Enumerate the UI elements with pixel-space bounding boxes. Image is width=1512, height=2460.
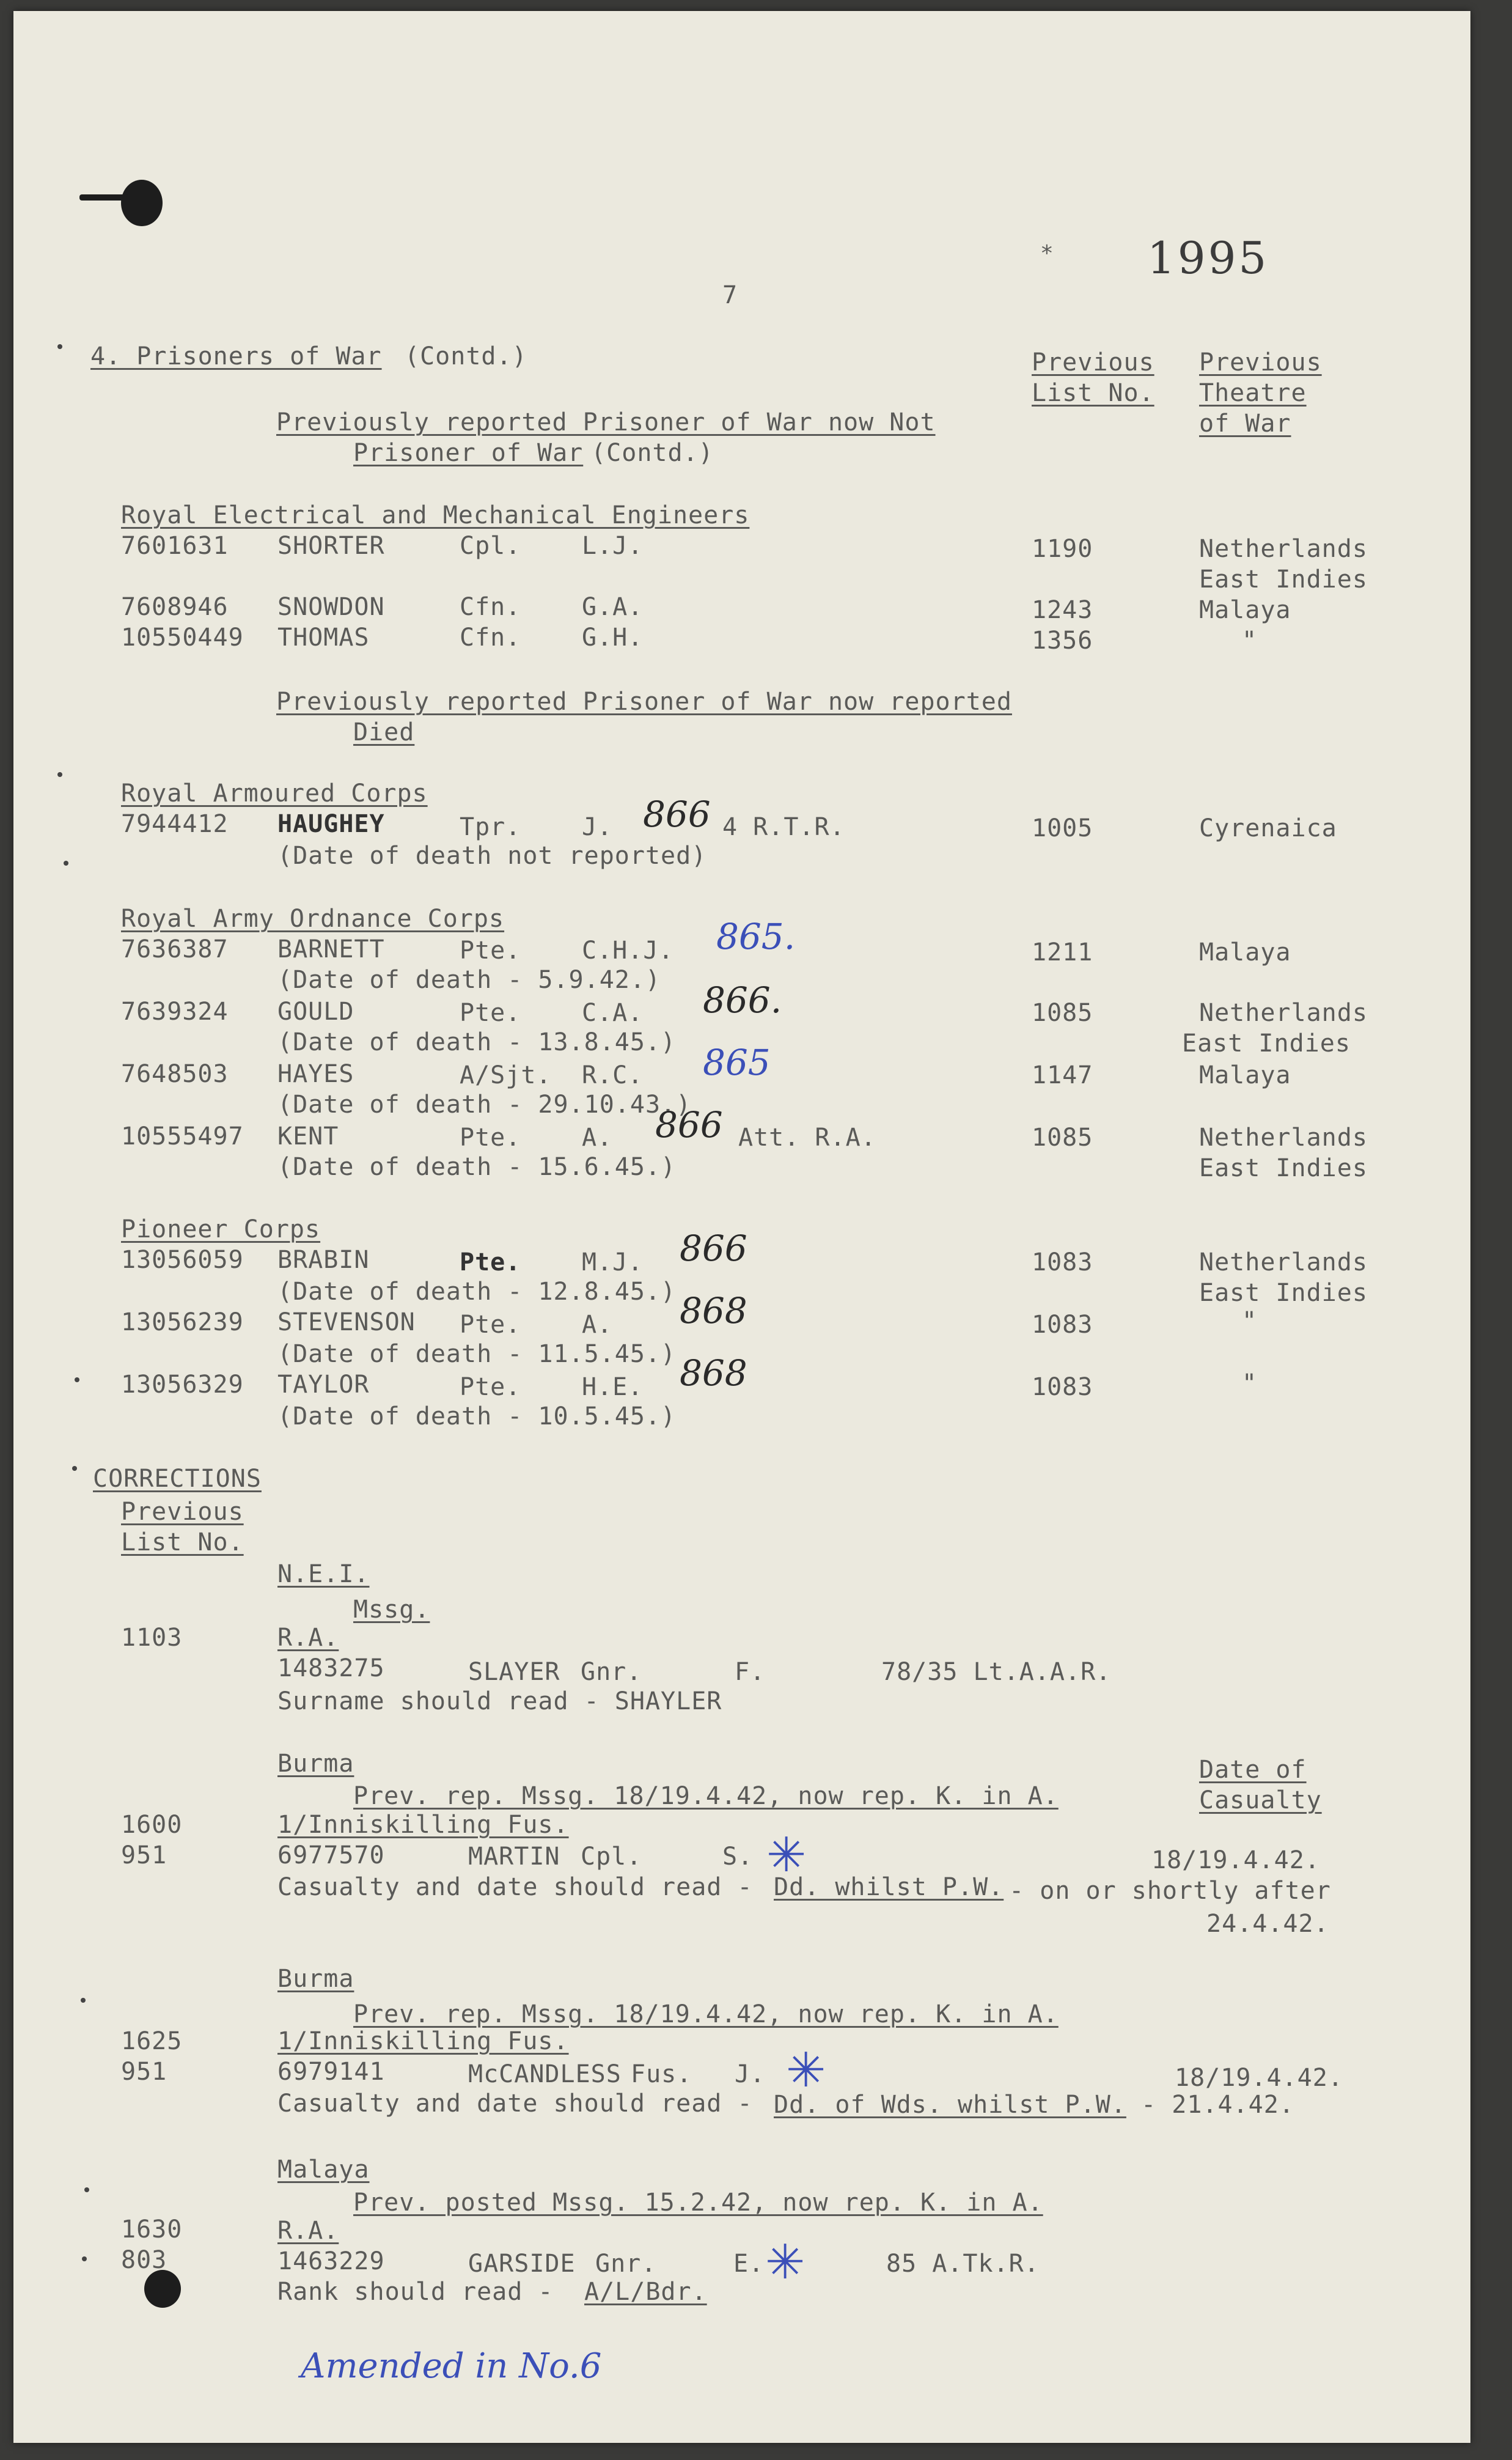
unit-heading: 1/Inniskilling Fus. [277,1811,569,1839]
surname: GOULD [277,998,354,1026]
page-number: 7 [722,281,738,309]
service-number: 1463229 [277,2247,385,2275]
service-number: 10555497 [121,1122,244,1151]
correction-note: - 21.4.42. [1126,2091,1294,2119]
prev-report-line: Prev. rep. Mssg. 18/19.4.42, now rep. K. in A. [353,2000,1059,2028]
theatre: East Indies [1199,1279,1368,1307]
death-note: (Date of death - 13.8.45.) [277,1028,677,1056]
asterisk-icon: ✳ [765,2235,806,2290]
handwritten-code: 866 [643,794,711,835]
service-number: 7608946 [121,593,229,621]
previous-list-no: 1630 [121,2215,183,2244]
service-number: 7636387 [121,935,229,963]
date-of-casualty-head-2: Casualty [1199,1786,1322,1814]
unit-detail: 85 A.Tk.R. [886,2250,1040,2278]
previous-list-no: 1190 [1032,535,1093,563]
correction-note-underlined: Dd. whilst P.W. [774,1873,1004,1901]
previous-list-no: 1085 [1032,1124,1093,1152]
margin-dot [57,772,62,777]
death-note: (Date of death - 15.6.45.) [277,1153,677,1181]
theatre: Netherlands [1199,1124,1368,1152]
initials: C.H.J. [582,937,674,965]
initials: R.C. [582,1061,644,1089]
unit-detail: 78/35 Lt.A.A.R. [881,1658,1112,1686]
rank: Tpr. [460,813,521,841]
initials: G.A. [582,593,644,621]
surname: HAYES [277,1060,354,1088]
col-head-theatre-1: Previous [1199,348,1322,377]
surname: BRABIN [277,1246,370,1274]
handwritten-code: 868 [680,1352,747,1394]
date-of-casualty-head-1: Date of [1199,1756,1307,1784]
theatre: " [1242,1307,1258,1335]
initials: C.A. [582,999,644,1027]
service-number: 7648503 [121,1060,229,1088]
theatre: Netherlands [1199,999,1368,1027]
surname: HAUGHEY [277,810,385,838]
handwritten-footer-note: Amended in No.6 [301,2346,602,2386]
margin-dot [82,2256,87,2261]
corrections-heading: CORRECTIONS [93,1465,262,1493]
col-head-theatre-3: of War [1199,410,1291,438]
rank: Cpl. [581,1843,642,1871]
theatre: Netherlands [1199,1248,1368,1276]
rank: A/Sjt. [460,1061,552,1089]
subheading: Prisoner of War [353,439,584,467]
previous-list-no: 951 [121,1841,167,1869]
region-heading: Malaya [277,2156,370,2184]
previous-list-no: 1083 [1032,1311,1093,1339]
section-title-suffix: (Contd.) [405,342,527,370]
margin-dot [57,344,62,349]
previous-list-no: 1600 [121,1811,183,1839]
margin-dot [72,1466,77,1471]
rank: Cfn. [460,593,521,621]
previous-list-no: 803 [121,2246,167,2274]
margin-dot [81,1998,86,2003]
corrections-prev-list-1: Previous [121,1498,244,1526]
rank: Pte. [460,1373,521,1401]
surname: MARTIN [468,1843,560,1871]
theatre: " [1242,1369,1258,1398]
initials: A. [582,1311,613,1339]
surname: GARSIDE [468,2250,576,2278]
casualty-date: 18/19.4.42. [1151,1846,1320,1874]
previous-list-no: 1625 [121,2027,183,2055]
handwritten-code: 865 [703,1042,771,1083]
service-number: 13056329 [121,1371,244,1399]
initials: F. [735,1658,766,1686]
rank: Cpl. [460,532,521,560]
surname: SLAYER [468,1658,560,1686]
previous-list-no: 1083 [1032,1248,1093,1276]
theatre: Malaya [1199,938,1291,967]
initials: J. [582,813,613,841]
col-head-prev-list-2: List No. [1032,379,1154,407]
death-note: (Date of death - 5.9.42.) [277,966,661,994]
unit-heading: Royal Army Ordnance Corps [121,905,505,933]
theatre: East Indies [1199,565,1368,594]
region-heading: N.E.I. [277,1560,370,1588]
death-note: (Date of death not reported) [277,842,707,870]
prev-report-line: Prev. posted Mssg. 15.2.42, now rep. K. in A. [353,2189,1043,2217]
unit-heading: Pioneer Corps [121,1215,321,1243]
initials: J. [735,2060,766,2088]
stamp-number: 1995 [1147,232,1269,284]
previous-list-no: 1243 [1032,596,1093,624]
subheading-suffix: (Contd.) [576,439,714,467]
surname: SHORTER [277,532,385,560]
ink-blot-icon [121,180,163,226]
previous-list-no: 1103 [121,1624,183,1652]
handwritten-code: 866. [703,979,782,1021]
service-number: 10550449 [121,624,244,652]
death-note: (Date of death - 12.8.45.) [277,1278,677,1306]
ink-blot-icon [144,2270,181,2308]
col-head-theatre-2: Theatre [1199,379,1307,407]
initials: A. [582,1124,613,1152]
death-note: (Date of death - 10.5.45.) [277,1402,677,1431]
theatre: Cyrenaica [1199,814,1337,842]
asterisk-icon: ✳ [766,1828,807,1883]
correction-note: Rank should read - [277,2278,569,2306]
initials: G.H. [582,624,644,652]
asterisk-icon: ✳ [786,2043,826,2098]
ink-blot-icon [79,194,128,201]
prev-report-line: Prev. rep. Mssg. 18/19.4.42, now rep. K. in A. [353,1782,1059,1810]
margin-dot [75,1377,79,1382]
previous-list-no: 1085 [1032,999,1093,1027]
initials: L.J. [582,532,644,560]
unit-heading: R.A. [277,1624,339,1652]
region-heading: Burma [277,1965,354,1993]
surname: TAYLOR [277,1371,370,1399]
surname: KENT [277,1122,339,1151]
handwritten-code: 865. [716,916,796,957]
surname: THOMAS [277,624,370,652]
theatre: Malaya [1199,1061,1291,1089]
margin-dot [64,861,68,866]
theatre: Malaya [1199,596,1291,624]
surname: SNOWDON [277,593,385,621]
service-number: 13056239 [121,1308,244,1336]
service-number: 13056059 [121,1246,244,1274]
rank: Cfn. [460,624,521,652]
service-number: 7944412 [121,810,229,838]
unit-detail: 4 R.T.R. [722,813,845,841]
death-note: (Date of death - 29.10.43.) [277,1091,692,1119]
correction-note-underlined: A/L/Bdr. [584,2278,707,2306]
initials: M.J. [582,1248,644,1276]
document-page [13,11,1470,2443]
initials: E. [733,2250,765,2278]
handwritten-code: 868 [680,1290,747,1331]
service-number: 6979141 [277,2058,385,2086]
rank: Gnr. [595,2250,657,2278]
correction-note: 24.4.42. [1206,1910,1329,1938]
rank: Pte. [460,999,521,1027]
initials: H.E. [582,1373,644,1401]
previous-list-no: 1356 [1032,627,1093,655]
correction-note: Casualty and date should read - [277,1873,768,1901]
rank: Gnr. [581,1658,642,1686]
correction-note-underlined: Dd. of Wds. whilst P.W. [774,2091,1126,2119]
previous-list-no: 1211 [1032,938,1093,967]
surname: STEVENSON [277,1308,416,1336]
casualty-date: 18/19.4.42. [1175,2064,1343,2092]
unit-heading: Royal Armoured Corps [121,779,428,808]
theatre: East Indies [1199,1154,1368,1182]
stamp-mark: * [1040,241,1054,266]
rank: Pte. [460,1311,521,1339]
correction-note: Surname should read - SHAYLER [277,1687,722,1715]
section-title: 4. Prisoners of War [90,342,382,370]
correction-note: - on or shortly after [994,1877,1331,1905]
correction-note: Casualty and date should read - [277,2090,768,2118]
col-head-prev-list-1: Previous [1032,348,1154,377]
theatre: East Indies [1182,1029,1351,1058]
service-number: 7601631 [121,532,229,560]
previous-list-no: 951 [121,2058,167,2086]
previous-list-no: 1083 [1032,1373,1093,1401]
margin-dot [84,2187,89,2192]
handwritten-code: 866 [680,1228,747,1269]
theatre: Netherlands [1199,535,1368,563]
service-number: 7639324 [121,998,229,1026]
handwritten-code: 866 [655,1104,723,1146]
initials: S. [722,1843,754,1871]
corrections-prev-list-2: List No. [121,1528,244,1556]
rank: Pte. [460,1248,521,1276]
rank: Pte. [460,937,521,965]
subheading: Died [353,718,415,746]
subheading: Previously reported Prisoner of War now reported [276,688,1012,716]
subheading: Previously reported Prisoner of War now Not [276,408,936,436]
previous-list-no: 1005 [1032,814,1093,842]
status-heading: Mssg. [353,1596,430,1624]
theatre: " [1242,627,1258,655]
previous-list-no: 1147 [1032,1061,1093,1089]
rank: Pte. [460,1124,521,1152]
unit-heading: R.A. [277,2217,339,2245]
rank: Fus. [631,2060,692,2088]
surname: BARNETT [277,935,385,963]
unit-heading: 1/Inniskilling Fus. [277,2027,569,2055]
death-note: (Date of death - 11.5.45.) [277,1340,677,1368]
service-number: 1483275 [277,1654,385,1682]
region-heading: Burma [277,1750,354,1778]
service-number: 6977570 [277,1841,385,1869]
unit-heading: Royal Electrical and Mechanical Engineers [121,501,750,529]
surname: McCANDLESS [468,2060,622,2088]
unit-detail: Att. R.A. [738,1124,876,1152]
